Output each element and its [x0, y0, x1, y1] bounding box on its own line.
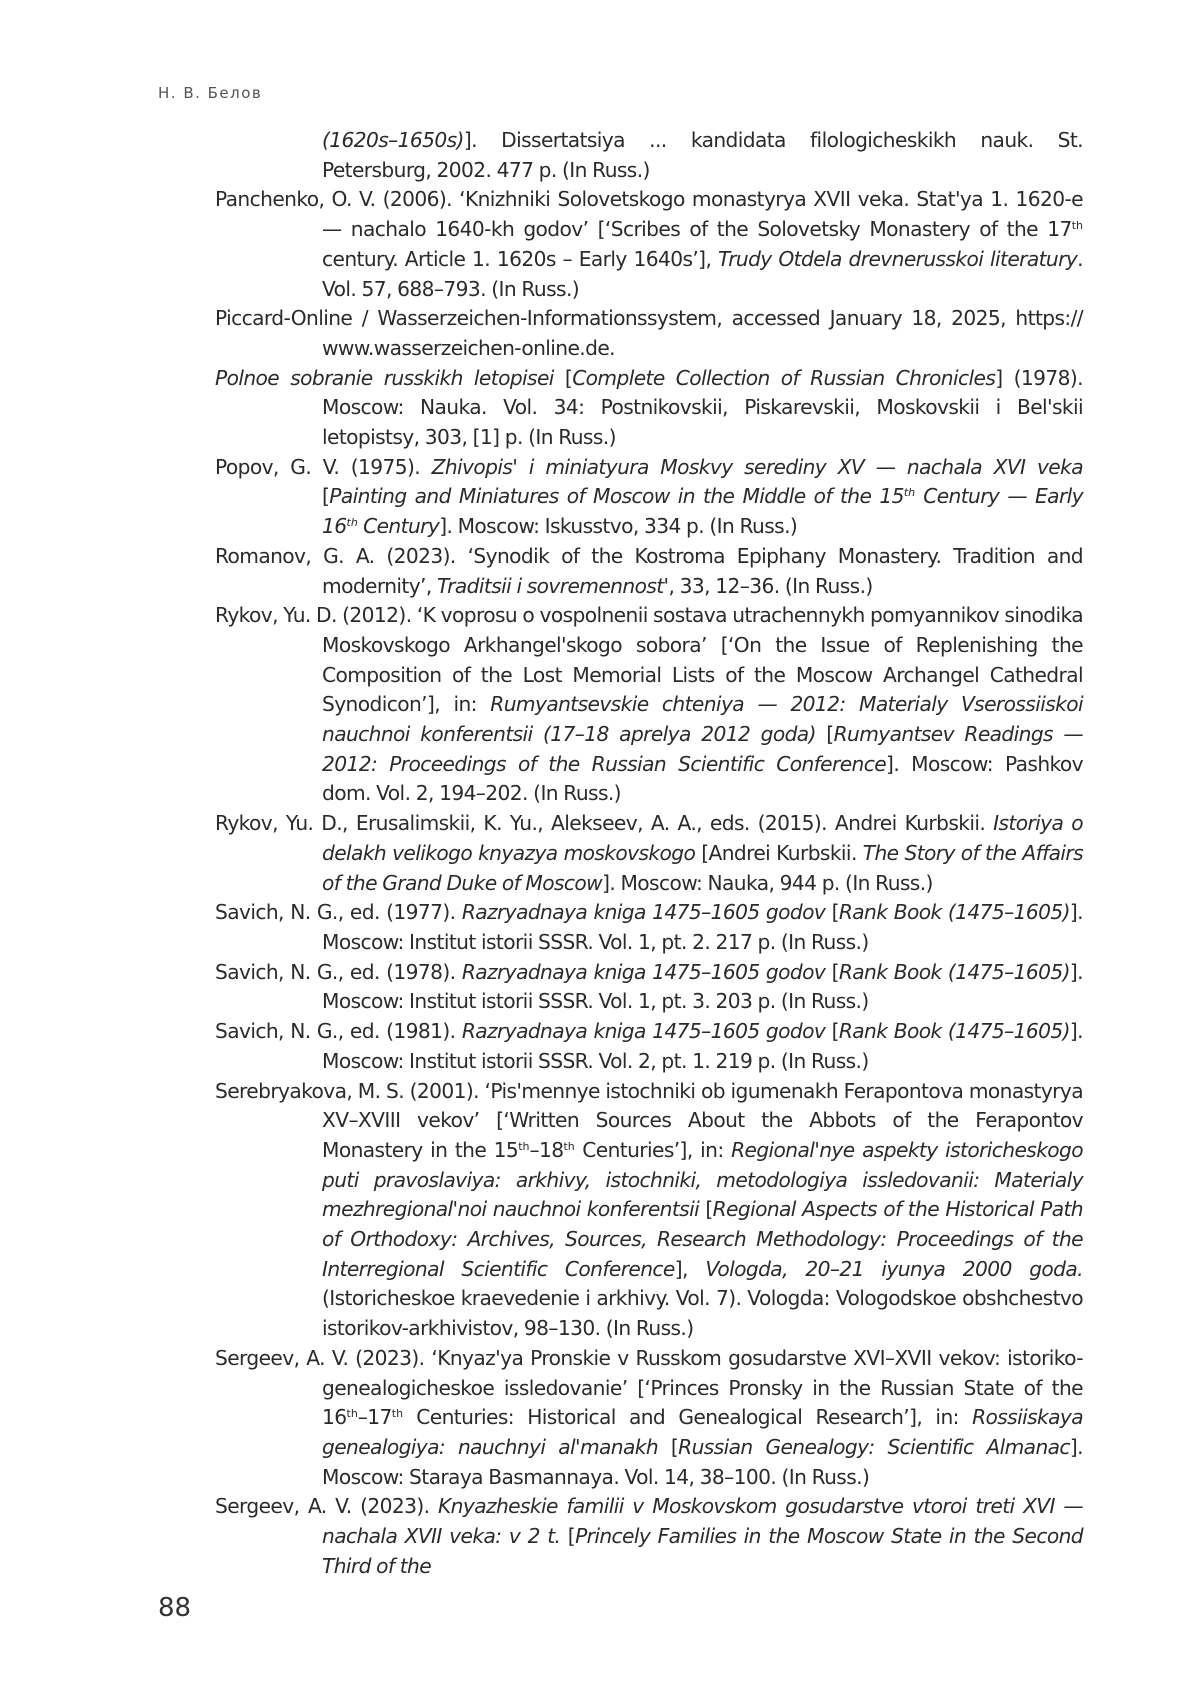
- reference-entry: (1620s–1650s)]. Dissertatsiya ... kandidata filologicheskikh nauk. St. Petersburg, 2002. 477 p. (In Russ.): [215, 126, 1083, 185]
- reference-entry: Savich, N. G., ed. (1977). Razryadnaya kniga 1475–1605 godov [Rank Book (1475–1605)]. Moscow: Institut istorii SSSR. Vol. 1, pt. 2. 217 p. (In Russ.): [215, 898, 1083, 957]
- reference-entry: Piccard-Online / Wasserzeichen-Informationssystem, accessed January 18, 2025, https:// www.wasserzeichen-online.de.: [215, 304, 1083, 363]
- reference-entry: Rykov, Yu. D. (2012). ‘K voprosu o vospolnenii sostava utrachennykh pomyannikov sinodika Moskovskogo Arkhangel'skogo sobora’ [‘On the Issue of Replenishing the Composition of the Lost Memorial Lists of the Moscow Archangel Cathedral Synodicon’], in: Rumyantsevskie chteniya — 2012: Materialy Vserossiiskoi nauchnoi konferentsii (17–18 aprelya 2012 goda) [Rumyantsev Readings — 2012: Proceedings of the Russian Scientific Conference]. Moscow: Pashkov dom. Vol. 2, 194–202. (In Russ.): [215, 601, 1083, 809]
- reference-entry: Sergeev, A. V. (2023). Knyazheskie familii v Moskovskom gosudarstve vtoroi treti XVI — nachala XVII veka: v 2 t. [Princely Families in the Moscow State in the Second Third of the: [215, 1492, 1083, 1581]
- reference-entry: Savich, N. G., ed. (1978). Razryadnaya kniga 1475–1605 godov [Rank Book (1475–1605)]. Moscow: Institut istorii SSSR. Vol. 1, pt. 3. 203 p. (In Russ.): [215, 958, 1083, 1017]
- reference-entry: Serebryakova, M. S. (2001). ‘Pis'mennye istochniki ob igumenakh Ferapontova monastyrya XV–XVIII vekov’ [‘Written Sources About the Abbots of the Ferapontov Monastery in the 15th–18th Centuries’], in: Regional'nye aspekty istoricheskogo puti pravoslaviya: arkhivy, istochniki, metodologiya issledovanii: Materialy mezhregional'noi nauchnoi konferentsii [Regional Aspects of the Historical Path of Orthodoxy: Archives, Sources, Research Methodology: Proceedings of the Interregional Scientific Conference], Vologda, 20–21 iyunya 2000 goda. (Istoricheskoe kraevedenie i arkhivy. Vol. 7). Vologda: Vologodskoe obshchestvo istorikov-arkhivistov, 98–130. (In Russ.): [215, 1077, 1083, 1344]
- reference-entry: Panchenko, O. V. (2006). ‘Knizhniki Solovetskogo monastyrya XVII veka. Stat'ya 1. 1620-e — nachalo 1640-kh godov’ [‘Scribes of the Solovetsky Monastery of the 17th century. Article 1. 1620s – Early 1640s’], Trudy Otdela drevnerusskoi literatury. Vol. 57, 688–793. (In Russ.): [215, 185, 1083, 304]
- reference-entry: Popov, G. V. (1975). Zhivopis' i miniatyura Moskvy serediny XV — nachala XVI veka [Painting and Miniatures of Moscow in the Middle of the 15th Century — Early 16th Century]. Moscow: Iskusstvo, 334 p. (In Russ.): [215, 453, 1083, 542]
- running-head: Н. В. Белов: [158, 84, 262, 102]
- reference-list: [215, 126, 1083, 1581]
- reference-entry: Polnoe sobranie russkikh letopisei [Complete Collection of Russian Chronicles] (1978). Moscow: Nauka. Vol. 34: Postnikovskii, Piskarevskii, Moskovskii i Bel'skii letopistsy, 303, [1] p. (In Russ.): [215, 364, 1083, 453]
- reference-entry: Romanov, G. A. (2023). ‘Synodik of the Kostroma Epiphany Monastery. Tradition and modernity’, Traditsii i sovremennost', 33, 12–36. (In Russ.): [215, 542, 1083, 601]
- page-number: 88: [158, 1593, 191, 1623]
- reference-entry: Savich, N. G., ed. (1981). Razryadnaya kniga 1475–1605 godov [Rank Book (1475–1605)]. Moscow: Institut istorii SSSR. Vol. 2, pt. 1. 219 p. (In Russ.): [215, 1017, 1083, 1076]
- reference-entry: Rykov, Yu. D., Erusalimskii, K. Yu., Alekseev, A. A., eds. (2015). Andrei Kurbskii. Istoriya o delakh velikogo knyazya moskovskogo [Andrei Kurbskii. The Story of the Affairs of the Grand Duke of Moscow]. Moscow: Nauka, 944 p. (In Russ.): [215, 809, 1083, 898]
- reference-entry: Sergeev, A. V. (2023). ‘Knyaz'ya Pronskie v Russkom gosudarstve XVI–XVII vekov: istoriko-genealogicheskoe issledovanie’ [‘Princes Pronsky in the Russian State of the 16th–17th Centuries: Historical and Genealogical Research’], in: Rossiiskaya genealogiya: nauchnyi al'manakh [Russian Genealogy: Scientific Almanac]. Moscow: Staraya Basmannaya. Vol. 14, 38–100. (In Russ.): [215, 1344, 1083, 1493]
